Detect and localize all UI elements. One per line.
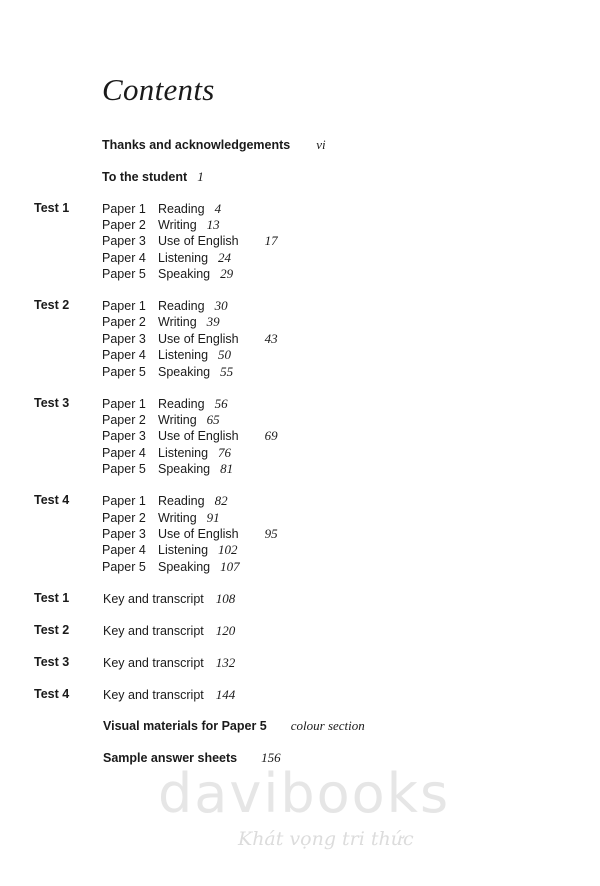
watermark-brand: davibooks bbox=[158, 762, 451, 825]
toc-entry-test3-paper2[interactable] bbox=[102, 412, 220, 428]
entry-page: 50 bbox=[218, 347, 232, 362]
paper-number: Paper 5 bbox=[102, 462, 146, 476]
paper-number: Paper 2 bbox=[102, 413, 146, 427]
entry-page: 17 bbox=[264, 233, 278, 248]
toc-entry-test4-paper1[interactable] bbox=[102, 493, 228, 509]
paper-name: Listening bbox=[158, 348, 209, 362]
entry-page: 76 bbox=[218, 445, 232, 460]
toc-entry-key-test3[interactable] bbox=[103, 655, 235, 671]
entry-page: 56 bbox=[214, 396, 228, 411]
entry-page: 24 bbox=[218, 250, 232, 265]
paper-name: Writing bbox=[158, 511, 197, 525]
paper-name: Reading bbox=[158, 299, 205, 313]
entry-page: 13 bbox=[206, 217, 220, 232]
watermark-tagline: Khát vọng tri thức bbox=[238, 828, 414, 850]
entry-page: 144 bbox=[215, 687, 236, 702]
toc-entry-key-test4[interactable] bbox=[103, 687, 235, 703]
toc-entry-test3-paper5[interactable] bbox=[102, 461, 233, 477]
paper-number: Paper 1 bbox=[102, 494, 146, 508]
paper-name: Use of English bbox=[158, 332, 239, 346]
paper-number: Paper 1 bbox=[102, 397, 146, 411]
paper-name: Listening bbox=[158, 446, 209, 460]
page-title: Contents bbox=[102, 72, 215, 107]
entry-page: 1 bbox=[197, 169, 204, 184]
paper-number: Paper 2 bbox=[102, 218, 146, 232]
paper-number: Paper 4 bbox=[102, 251, 146, 265]
paper-number: Paper 4 bbox=[102, 446, 146, 460]
entry-page: 39 bbox=[206, 314, 220, 329]
test-4-label: Test 4 bbox=[34, 493, 70, 507]
entry-label: Key and transcript bbox=[103, 592, 204, 606]
paper-name: Listening bbox=[158, 543, 209, 557]
paper-name: Speaking bbox=[158, 267, 211, 281]
test-3-label: Test 3 bbox=[34, 396, 70, 410]
entry-label: Key and transcript bbox=[103, 624, 204, 638]
toc-entry-test3-paper1[interactable] bbox=[102, 396, 228, 412]
test-2-label: Test 2 bbox=[34, 298, 70, 312]
toc-entry-test1-paper3[interactable] bbox=[102, 233, 278, 249]
key-test-1-label: Test 1 bbox=[34, 591, 70, 605]
toc-entry-test4-paper5[interactable] bbox=[102, 559, 240, 575]
paper-number: Paper 3 bbox=[102, 332, 146, 346]
entry-page: 102 bbox=[218, 542, 238, 557]
test-1-label: Test 1 bbox=[34, 201, 70, 215]
entry-page: 81 bbox=[220, 461, 234, 476]
entry-page: 91 bbox=[206, 510, 220, 525]
entry-page: 108 bbox=[215, 591, 236, 606]
paper-name: Listening bbox=[158, 251, 209, 265]
paper-name: Speaking bbox=[158, 560, 211, 574]
entry-label: Key and transcript bbox=[103, 656, 204, 670]
paper-name: Writing bbox=[158, 218, 197, 232]
toc-entry-test2-paper1[interactable] bbox=[102, 298, 228, 314]
paper-number: Paper 3 bbox=[102, 234, 146, 248]
paper-number: Paper 2 bbox=[102, 315, 146, 329]
paper-number: Paper 5 bbox=[102, 560, 146, 574]
toc-entry-test2-paper2[interactable] bbox=[102, 314, 220, 330]
paper-number: Paper 4 bbox=[102, 348, 146, 362]
entry-page: vi bbox=[316, 137, 326, 152]
toc-entry-test4-paper3[interactable] bbox=[102, 526, 278, 542]
entry-label: Thanks and acknowledgements bbox=[102, 138, 291, 152]
entry-page: 132 bbox=[215, 655, 236, 670]
paper-name: Use of English bbox=[158, 429, 239, 443]
entry-page: 69 bbox=[264, 428, 278, 443]
paper-name: Reading bbox=[158, 202, 205, 216]
paper-number: Paper 2 bbox=[102, 511, 146, 525]
entry-page: 65 bbox=[206, 412, 220, 427]
toc-entry-test2-paper4[interactable] bbox=[102, 347, 231, 363]
paper-number: Paper 3 bbox=[102, 527, 146, 541]
toc-entry-key-test2[interactable] bbox=[103, 623, 235, 639]
entry-label: To the student bbox=[102, 170, 188, 184]
paper-name: Reading bbox=[158, 397, 205, 411]
toc-entry-test4-paper4[interactable] bbox=[102, 542, 238, 558]
toc-entry-visual-materials[interactable] bbox=[103, 718, 365, 734]
entry-label: Key and transcript bbox=[103, 688, 204, 702]
toc-entry-test3-paper3[interactable] bbox=[102, 428, 278, 444]
entry-page: 120 bbox=[215, 623, 236, 638]
paper-number: Paper 5 bbox=[102, 267, 146, 281]
entry-page: 43 bbox=[264, 331, 278, 346]
paper-number: Paper 4 bbox=[102, 543, 146, 557]
paper-name: Writing bbox=[158, 413, 197, 427]
entry-label: Visual materials for Paper 5 bbox=[103, 719, 267, 733]
paper-name: Use of English bbox=[158, 527, 239, 541]
paper-name: Speaking bbox=[158, 462, 211, 476]
toc-entry-test1-paper1[interactable] bbox=[102, 201, 221, 217]
toc-entry-test2-paper3[interactable] bbox=[102, 331, 278, 347]
entry-page: 156 bbox=[261, 750, 281, 765]
key-test-2-label: Test 2 bbox=[34, 623, 70, 637]
entry-page: 95 bbox=[264, 526, 278, 541]
paper-name: Writing bbox=[158, 315, 197, 329]
paper-name: Speaking bbox=[158, 365, 211, 379]
toc-entry-test2-paper5[interactable] bbox=[102, 364, 233, 380]
toc-entry-test1-paper2[interactable] bbox=[102, 217, 220, 233]
toc-entry-to-the-student[interactable] bbox=[102, 169, 204, 185]
entry-page: 55 bbox=[220, 364, 234, 379]
key-test-3-label: Test 3 bbox=[34, 655, 70, 669]
entry-page: 4 bbox=[214, 201, 222, 216]
entry-page: 30 bbox=[214, 298, 228, 313]
paper-number: Paper 1 bbox=[102, 299, 146, 313]
toc-entry-test1-paper4[interactable] bbox=[102, 250, 231, 266]
entry-page: 82 bbox=[214, 493, 228, 508]
paper-name: Reading bbox=[158, 494, 205, 508]
key-test-4-label: Test 4 bbox=[34, 687, 70, 701]
paper-number: Paper 5 bbox=[102, 365, 146, 379]
toc-entry-key-test1[interactable] bbox=[103, 591, 235, 607]
entry-page: colour section bbox=[290, 718, 365, 733]
toc-entry-test4-paper2[interactable] bbox=[102, 510, 220, 526]
paper-number: Paper 3 bbox=[102, 429, 146, 443]
toc-entry-test3-paper4[interactable] bbox=[102, 445, 231, 461]
entry-page: 107 bbox=[220, 559, 240, 574]
entry-page: 29 bbox=[220, 266, 234, 281]
paper-name: Use of English bbox=[158, 234, 239, 248]
toc-entry-acknowledgements[interactable] bbox=[102, 137, 326, 153]
paper-number: Paper 1 bbox=[102, 202, 146, 216]
entry-label: Sample answer sheets bbox=[103, 751, 238, 765]
toc-entry-test1-paper5[interactable] bbox=[102, 266, 233, 282]
